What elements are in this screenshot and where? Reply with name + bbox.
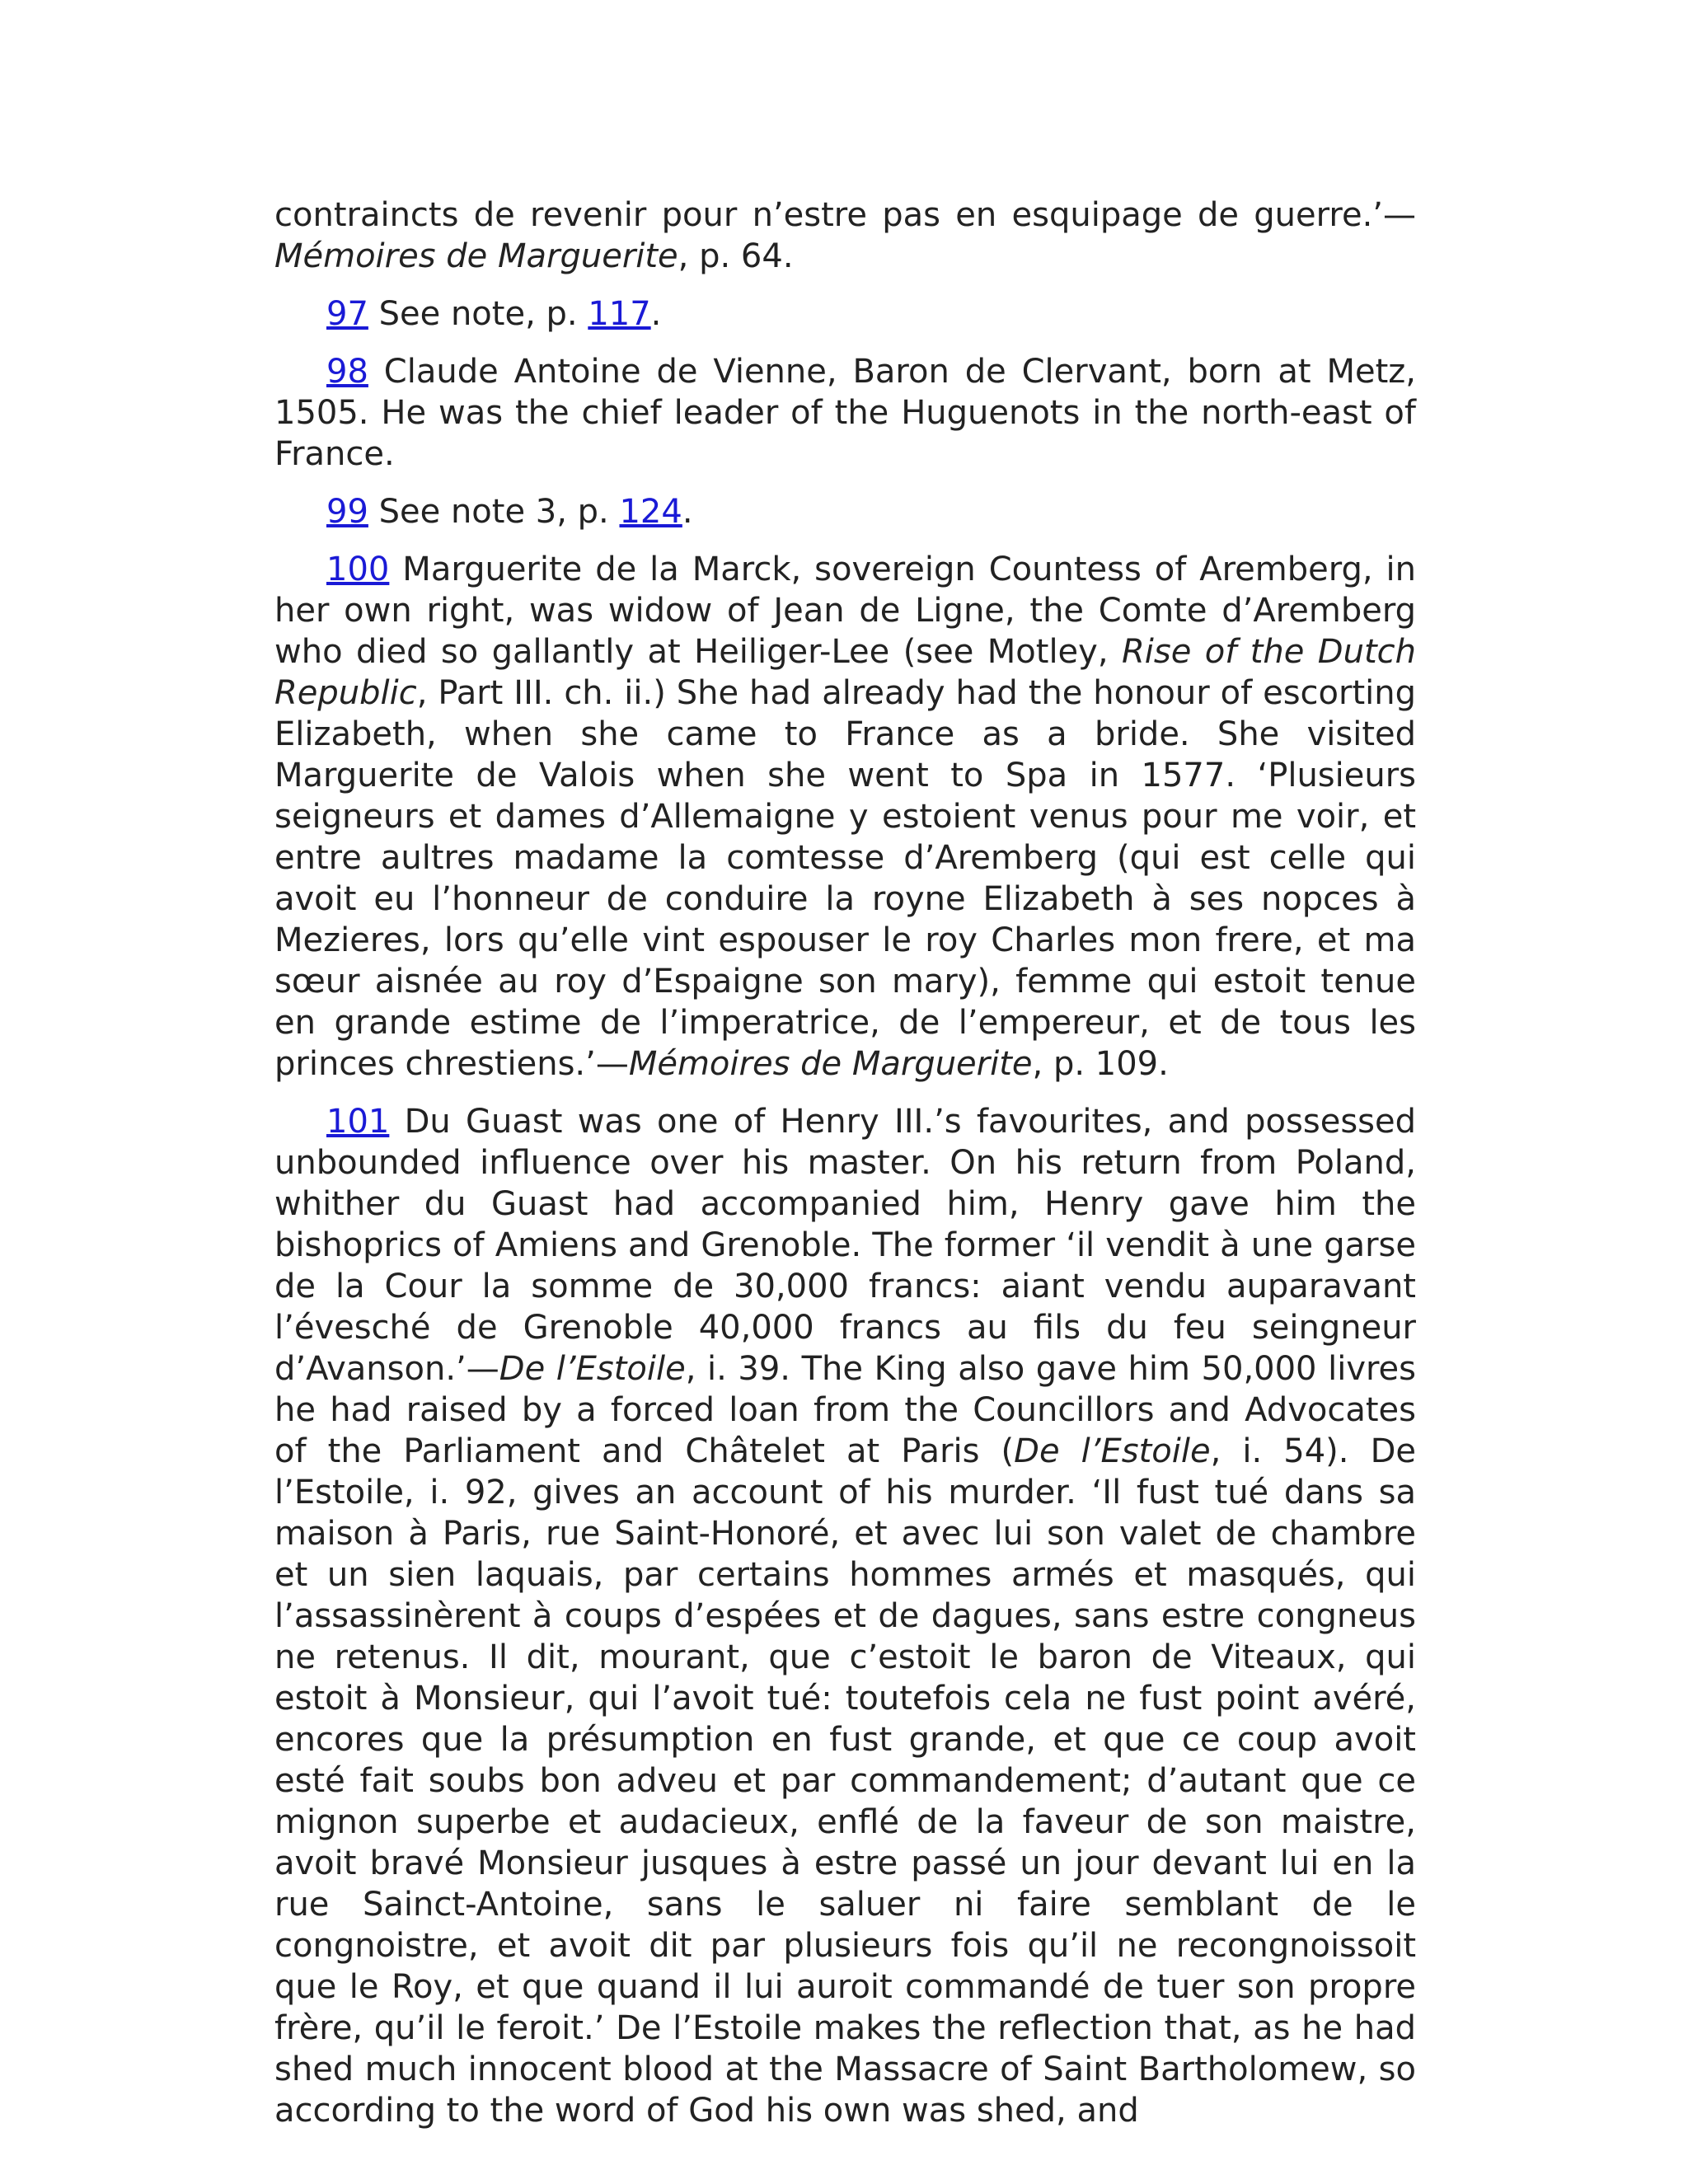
citation: De l’Estoile: [499, 1350, 686, 1388]
note-text: .: [650, 295, 662, 333]
footnote-number-link-97[interactable]: 97: [326, 295, 368, 333]
note-text: See note 3, p.: [368, 493, 620, 531]
note-text: contraincts de revenir pour n’estre pas en esquipage de guerre.’—: [274, 196, 1416, 234]
footnote-number-link-98[interactable]: 98: [326, 353, 368, 391]
citation: Rise of the Dutch Republic: [274, 633, 1416, 712]
note-text: , i. 39. The King also gave him 50,000 livres he had raised by a forced loan from the Councillors and Advocates of the Parliament and Châtelet at Paris (: [274, 1350, 1417, 1470]
citation: Mémoires de Marguerite: [274, 237, 678, 275]
citation: De l’Estoile: [1014, 1432, 1211, 1470]
footnote-100: [274, 549, 1416, 1085]
note-text: Claude Antoine de Vienne, Baron de Clervant, born at Metz, 1505. He was the chief leader of the Huguenots in the north-east of France.: [274, 353, 1416, 473]
note-text: See note, p.: [368, 295, 588, 333]
note-text: , p. 109.: [1032, 1045, 1169, 1083]
footnote-continuation: [274, 194, 1416, 277]
footnote-99: [274, 491, 1416, 532]
note-text: Marguerite de la Marck, sovereign Countess of Aremberg, in her own right, was widow of Jean de Ligne, the Comte d’Aremberg who died so gallantly at Heiliger-Lee (see Motley,: [274, 551, 1416, 671]
note-text: .: [682, 493, 693, 531]
citation: Mémoires de Marguerite: [628, 1045, 1033, 1083]
footnote-number-link-101[interactable]: 101: [326, 1103, 390, 1141]
page-reference-link-124[interactable]: 124: [619, 493, 682, 531]
note-text: , Part III. ch. ii.) She had already had the honour of escorting Elizabeth, when she came to France as a bride. She visited Marguerite de Valois when she went to Spa in 1577. ‘Plusieurs seigneurs et dames d’Allemaigne y estoient venus pour me voir, et entre aultres madame la comtesse d’Aremberg (qui est celle qui avoit eu l’honneur de conduire la royne Elizabeth à ses nopces à Mezieres, lors qu’elle vint espouser le roy Charles mon frere, et ma sœur aisnée au roy d’Espaigne son mary), femme qui estoit tenue en grande estime de l’imperatrice, de l’empereur, et de tous les princes chrestiens.’—: [274, 674, 1416, 1083]
note-text: , p. 64.: [678, 237, 794, 275]
note-text: , i. 54). De l’Estoile, i. 92, gives an account of his murder. ‘Il fust tué dans sa maison à Paris, rue Saint-Honoré, et avec lui son valet de chambre et un sien laquais, par certains hommes armés et masqués, qui l’assassinèrent à coups d’espées et de dagues, sans estre congneus ne retenus. Il dit, mourant, que c’estoit le baron de Viteaux, qui estoit à Monsieur, qui l’avoit tué: toutefois cela ne fust point avéré, encores que la présumption en fust grande, et que ce coup avoit esté fait soubs bon adveu et par commandement; d’autant que ce mignon superbe et audacieux, enflé de la faveur de son maistre, avoit bravé Monsieur jusques à estre passé un jour devant lui en la rue Sainct-Antoine, sans le saluer ni faire semblant de le congnoistre, et avoit dit par plusieurs fois qu’il ne recongnoissoit que le Roy, et que quand il lui auroit commandé de tuer son propre frère, qu’il le feroit.’ De l’Estoile makes the reflection that, as he had shed much innocent blood at the Massacre of Saint Bartholomew, so according to the word of God his own was shed, and: [274, 1432, 1416, 2130]
footnotes-page: [274, 194, 1416, 2148]
page-reference-link-117[interactable]: 117: [588, 295, 651, 333]
footnote-101: [274, 1101, 1416, 2131]
footnote-97: [274, 293, 1416, 335]
note-text: Du Guast was one of Henry III.’s favourites, and possessed unbounded influence over his master. On his return from Poland, whither du Guast had accompanied him, Henry gave him the bishoprics of Amiens and Grenoble. The former ‘il vendit à une garse de la Cour la somme de 30,000 francs: aiant vendu auparavant l’évesché de Grenoble 40,000 francs au fils du feu seingneur d’Avanson.’—: [274, 1103, 1416, 1388]
footnote-number-link-99[interactable]: 99: [326, 493, 368, 531]
footnote-number-link-100[interactable]: 100: [326, 551, 390, 588]
footnote-98: [274, 351, 1416, 475]
